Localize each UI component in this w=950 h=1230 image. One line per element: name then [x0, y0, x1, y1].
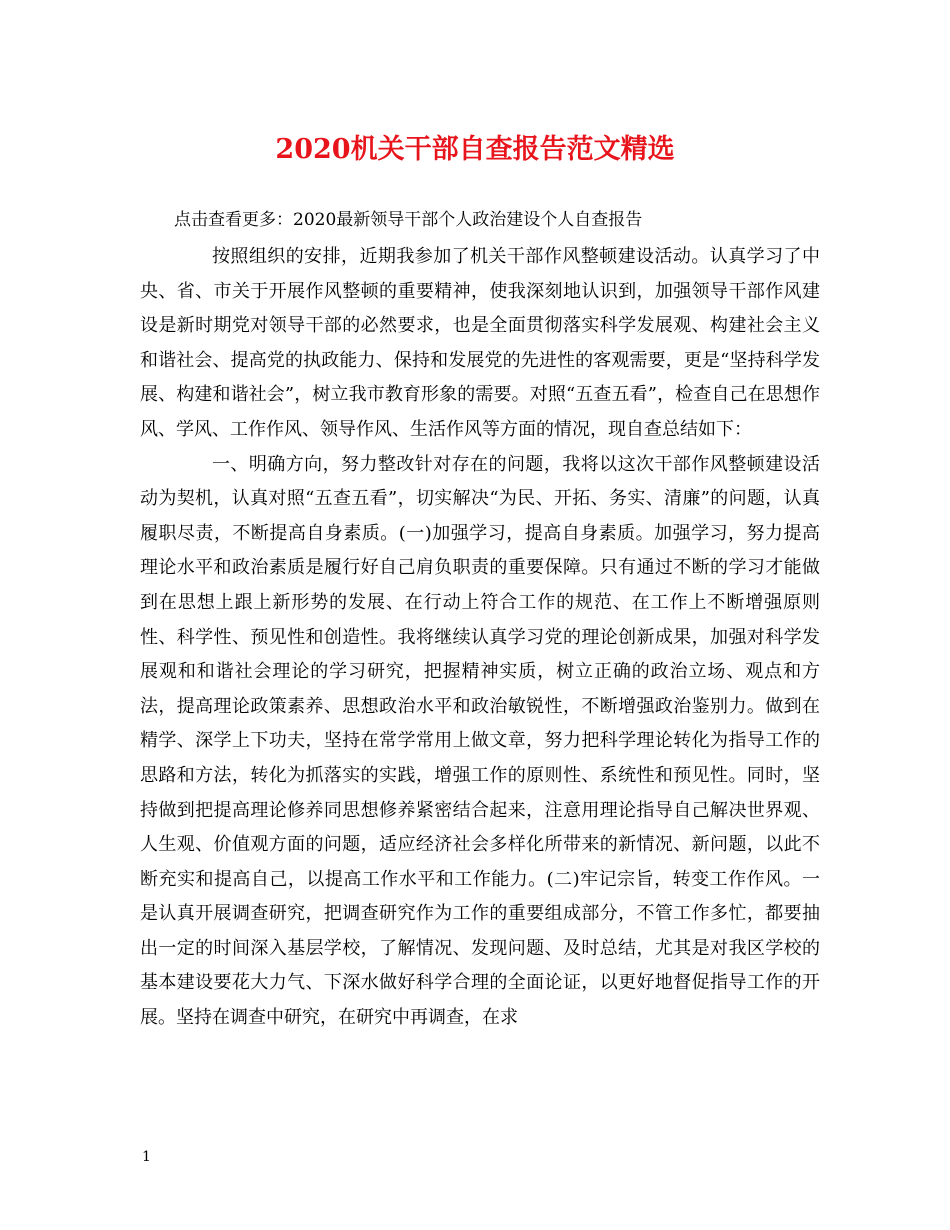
document-title: 2020机关干部自查报告范文精选 — [275, 134, 675, 165]
body-paragraph-section-one: 一、明确方向，努力整改针对存在的问题，我将以这次干部作风整顿建设活动为契机，认真对照“五查五看”，切实解决“为民、开拓、务实、清廉”的问题，认真履职尽责，不断提高自身素质。(一)加强学习，提高自身素质。加强学习，努力提高理论水平和政治素质是履行好自己肩负职责的重要保障。只有通过不断的学习才能做到在思想上跟上新形势的发展、在行动上符合工作的规范、在工作上不断增强原则性、科学性、预见性和创造性。我将继续认真学习党的理论创新成果，加强对科学发展观和和谐社会理论的学习研究，把握精神实质，树立正确的政治立场、观点和方法，提高理论政策素养、思想政治水平和政治敏锐性，不断增强政治鉴别力。做到在精学、深学上下功夫，坚持在常学常用上做文章，努力把科学理论转化为指导工作的思路和方法，转化为抓落实的实践，增强工作的原则性、系统性和预见性。同时，坚持做到把提高理论修养同思想修养紧密结合起来，注意用理论指导自己解决世界观、人生观、价值观方面的问题，适应经济社会多样化所带来的新情况、新问题，以此不断充实和提高自己，以提高工作水平和工作能力。(二)牢记宗旨，转变工作作风。一是认真开展调查研究，把调查研究作为工作的重要组成部分，不管工作多忙，都要抽出一定的时间深入基层学校，了解情况、发现问题、及时总结，尤其是对我区学校的基本建设要花大力气、下深水做好科学合理的全面论证，以更好地督促指导工作的开展。坚持在调查中研究，在研究中再调查，在求 — [140, 453, 820, 1029]
related-article-link[interactable]: 2020最新领导干部个人政治建设个人自查报告 — [293, 210, 643, 230]
related-link-prefix: 点击查看更多： — [174, 210, 293, 230]
related-link-line — [174, 206, 642, 234]
body-paragraph-intro: 按照组织的安排，近期我参加了机关干部作风整顿建设活动。认真学习了中央、省、市关于开展作风整顿的重要精神，使我深刻地认识到，加强领导干部作风建设是新时期党对领导干部的必然要求，也是全面贯彻落实科学发展观、构建社会主义和谐社会、提高党的执政能力、保持和发展党的先进性的客观需要，更是“坚持科学发展、构建和谐社会”，树立我市教育形象的需要。对照“五查五看”，检查自己在思想作风、学风、工作作风、领导作风、生活作风等方面的情况，现自查总结如下： — [140, 246, 820, 440]
document-body — [140, 240, 820, 1036]
page-number: 1 — [142, 1149, 151, 1165]
